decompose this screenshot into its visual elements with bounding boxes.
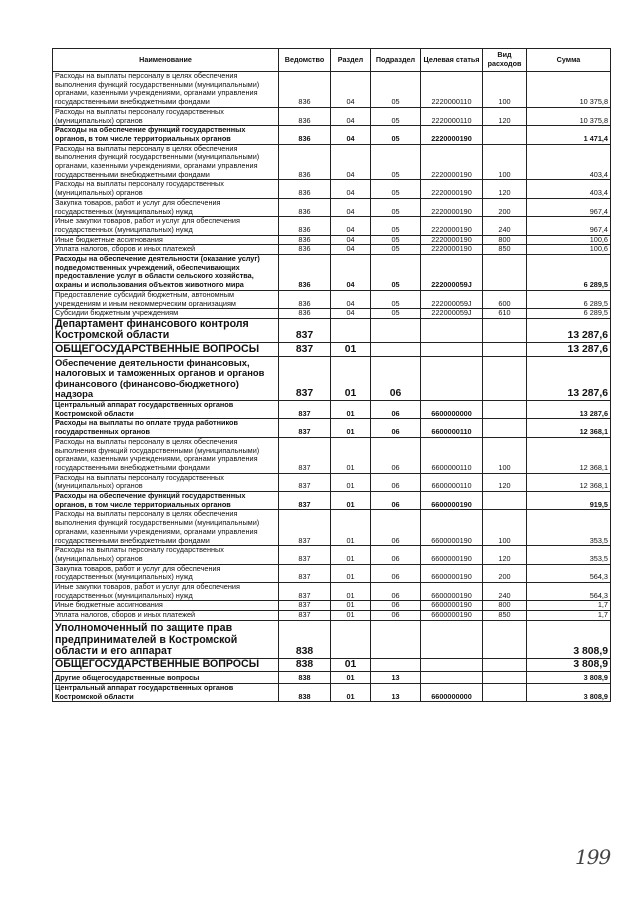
table-row: [53, 492, 611, 510]
row-department: 836: [279, 235, 331, 245]
row-subsection: 05: [371, 235, 421, 245]
row-section: 01: [331, 564, 371, 582]
row-expense-type: 800: [483, 235, 527, 245]
row-subsection: [371, 620, 421, 658]
row-section: 04: [331, 126, 371, 144]
row-amount: 100,6: [527, 235, 611, 245]
row-amount: 13 287,6: [527, 342, 611, 356]
row-name: Расходы на выплаты по оплате труда работников государственных органов: [53, 419, 279, 437]
row-subsection: 06: [371, 419, 421, 437]
table-row: [53, 419, 611, 437]
row-amount: 564,3: [527, 564, 611, 582]
row-target-article: 2220000190: [421, 126, 483, 144]
row-section: 04: [331, 290, 371, 308]
row-section: [331, 318, 371, 342]
row-expense-type: [483, 419, 527, 437]
row-amount: 12 368,1: [527, 419, 611, 437]
row-section: 01: [331, 546, 371, 564]
row-expense-type: 120: [483, 546, 527, 564]
row-expense-type: 100: [483, 437, 527, 473]
table-row: [53, 400, 611, 418]
table-row: [53, 437, 611, 473]
row-target-article: 222000059J: [421, 309, 483, 319]
row-subsection: 05: [371, 144, 421, 180]
row-expense-type: 120: [483, 180, 527, 198]
row-department: 837: [279, 318, 331, 342]
row-name: Расходы на выплаты персоналу в целях обеспечения выполнения функций государственными (муниципальными) органами, казенными учреждениями, органами управления государственными внебюджетными фондами: [53, 72, 279, 108]
table-row: [53, 546, 611, 564]
row-section: 01: [331, 492, 371, 510]
row-department: 837: [279, 342, 331, 356]
row-target-article: 2220000190: [421, 235, 483, 245]
row-name: Расходы на выплаты персоналу государственных (муниципальных) органов: [53, 180, 279, 198]
row-amount: 919,5: [527, 492, 611, 510]
row-subsection: [371, 342, 421, 356]
row-target-article: 222000059J: [421, 255, 483, 291]
row-section: 04: [331, 235, 371, 245]
row-section: 01: [331, 510, 371, 546]
row-expense-type: 200: [483, 564, 527, 582]
table-row: [53, 356, 611, 400]
row-target-article: [421, 356, 483, 400]
row-name: Расходы на выплаты персоналу в целях обеспечения выполнения функций государственными (муниципальными) органами, казенными учреждениями, органами управления государственными внебюджетными фондами: [53, 144, 279, 180]
row-section: 04: [331, 72, 371, 108]
row-name: Закупка товаров, работ и услуг для обеспечения государственных (муниципальных) нужд: [53, 198, 279, 216]
row-department: 836: [279, 144, 331, 180]
row-amount: 353,5: [527, 546, 611, 564]
row-target-article: 6600000110: [421, 473, 483, 491]
row-section: [331, 620, 371, 658]
row-name: Расходы на обеспечение деятельности (оказание услуг) подведомственных учреждений, обеспечивающих предоставление услуг в области сельского хозяйства, охраны и использования объектов животного мира: [53, 255, 279, 291]
row-section: 04: [331, 107, 371, 125]
row-name: Расходы на выплаты персоналу государственных (муниципальных) органов: [53, 473, 279, 491]
row-department: 836: [279, 217, 331, 235]
row-department: 837: [279, 437, 331, 473]
row-section: 01: [331, 356, 371, 400]
row-amount: 1,7: [527, 601, 611, 611]
row-amount: 967,4: [527, 198, 611, 216]
row-section: 04: [331, 217, 371, 235]
row-department: 837: [279, 400, 331, 418]
row-department: 837: [279, 492, 331, 510]
table-row: [53, 658, 611, 671]
table-row: [53, 198, 611, 216]
row-subsection: 06: [371, 564, 421, 582]
row-subsection: 06: [371, 611, 421, 621]
row-expense-type: 610: [483, 309, 527, 319]
row-department: 837: [279, 583, 331, 601]
row-expense-type: [483, 620, 527, 658]
row-expense-type: 120: [483, 473, 527, 491]
row-section: 04: [331, 180, 371, 198]
row-target-article: 222000059J: [421, 290, 483, 308]
row-subsection: 05: [371, 290, 421, 308]
row-subsection: 05: [371, 72, 421, 108]
row-department: 837: [279, 510, 331, 546]
row-name: Другие общегосударственные вопросы: [53, 671, 279, 683]
row-target-article: 2220000190: [421, 198, 483, 216]
row-target-article: [421, 318, 483, 342]
row-name: Иные бюджетные ассигнования: [53, 235, 279, 245]
row-section: 04: [331, 255, 371, 291]
row-department: 837: [279, 473, 331, 491]
row-expense-type: [483, 318, 527, 342]
row-expense-type: [483, 671, 527, 683]
table-row: [53, 510, 611, 546]
row-target-article: [421, 671, 483, 683]
row-target-article: [421, 342, 483, 356]
row-subsection: 06: [371, 510, 421, 546]
row-amount: 10 375,8: [527, 72, 611, 108]
row-expense-type: 100: [483, 144, 527, 180]
row-subsection: 06: [371, 601, 421, 611]
row-subsection: 05: [371, 198, 421, 216]
row-department: 837: [279, 546, 331, 564]
row-target-article: 2220000110: [421, 107, 483, 125]
row-subsection: 06: [371, 583, 421, 601]
table-row: [53, 217, 611, 235]
row-amount: 967,4: [527, 217, 611, 235]
table-row: [53, 255, 611, 291]
row-section: 01: [331, 683, 371, 701]
table-row: [53, 683, 611, 701]
row-subsection: 13: [371, 683, 421, 701]
row-department: 837: [279, 356, 331, 400]
row-expense-type: 120: [483, 107, 527, 125]
row-name: Уплата налогов, сборов и иных платежей: [53, 611, 279, 621]
row-section: 04: [331, 198, 371, 216]
row-expense-type: 850: [483, 245, 527, 255]
row-target-article: 2220000190: [421, 180, 483, 198]
row-expense-type: [483, 683, 527, 701]
row-department: 836: [279, 107, 331, 125]
row-department: 837: [279, 611, 331, 621]
row-name: Иные закупки товаров, работ и услуг для обеспечения государственных (муниципальных) нужд: [53, 583, 279, 601]
row-name: Расходы на обеспечение функций государственных органов, в том числе территориальных органов: [53, 126, 279, 144]
row-subsection: 05: [371, 309, 421, 319]
row-section: 01: [331, 601, 371, 611]
row-department: 838: [279, 658, 331, 671]
row-amount: 3 808,9: [527, 620, 611, 658]
row-target-article: 6600000190: [421, 611, 483, 621]
row-target-article: 2220000190: [421, 144, 483, 180]
table-row: [53, 583, 611, 601]
row-section: 01: [331, 658, 371, 671]
header-expense-type: Вид расходов: [483, 49, 527, 72]
budget-table: [52, 48, 611, 702]
row-department: 837: [279, 419, 331, 437]
row-department: 837: [279, 601, 331, 611]
row-subsection: 05: [371, 180, 421, 198]
table-row: [53, 620, 611, 658]
row-expense-type: [483, 126, 527, 144]
row-expense-type: [483, 342, 527, 356]
row-name: Субсидии бюджетным учреждениям: [53, 309, 279, 319]
row-section: 01: [331, 419, 371, 437]
row-target-article: 6600000000: [421, 683, 483, 701]
row-amount: 6 289,5: [527, 290, 611, 308]
table-row: [53, 144, 611, 180]
row-amount: 6 289,5: [527, 309, 611, 319]
header-target-article: Целевая статья: [421, 49, 483, 72]
row-target-article: [421, 620, 483, 658]
row-target-article: 6600000190: [421, 564, 483, 582]
row-name: Иные закупки товаров, работ и услуг для обеспечения государственных (муниципальных) нужд: [53, 217, 279, 235]
table-row: [53, 126, 611, 144]
page-number: 199: [575, 845, 611, 869]
row-expense-type: [483, 255, 527, 291]
row-subsection: 05: [371, 255, 421, 291]
row-amount: 3 808,9: [527, 671, 611, 683]
row-amount: 12 368,1: [527, 437, 611, 473]
row-name: Расходы на выплаты персоналу в целях обеспечения выполнения функций государственными (муниципальными) органами, казенными учреждениями, органами управления государственными внебюджетными фондами: [53, 510, 279, 546]
row-subsection: 05: [371, 245, 421, 255]
row-amount: 6 289,5: [527, 255, 611, 291]
row-department: 837: [279, 564, 331, 582]
row-department: 836: [279, 126, 331, 144]
row-name: Закупка товаров, работ и услуг для обеспечения государственных (муниципальных) нужд: [53, 564, 279, 582]
header-subsection: Подраздел: [371, 49, 421, 72]
row-subsection: 06: [371, 546, 421, 564]
row-expense-type: [483, 400, 527, 418]
row-amount: 12 368,1: [527, 473, 611, 491]
row-target-article: 2220000110: [421, 72, 483, 108]
row-subsection: 06: [371, 400, 421, 418]
row-subsection: 05: [371, 217, 421, 235]
row-section: 01: [331, 473, 371, 491]
row-department: 838: [279, 620, 331, 658]
table-row: [53, 180, 611, 198]
row-amount: 13 287,6: [527, 356, 611, 400]
row-section: 01: [331, 671, 371, 683]
row-expense-type: [483, 492, 527, 510]
row-expense-type: 100: [483, 510, 527, 546]
row-amount: 3 808,9: [527, 658, 611, 671]
header-section: Раздел: [331, 49, 371, 72]
row-expense-type: 850: [483, 611, 527, 621]
row-name: Иные бюджетные ассигнования: [53, 601, 279, 611]
row-department: 836: [279, 255, 331, 291]
table-row: [53, 290, 611, 308]
row-amount: 100,6: [527, 245, 611, 255]
table-row: [53, 671, 611, 683]
row-amount: 3 808,9: [527, 683, 611, 701]
row-target-article: [421, 658, 483, 671]
row-department: 836: [279, 309, 331, 319]
row-expense-type: 240: [483, 217, 527, 235]
row-subsection: 06: [371, 437, 421, 473]
row-target-article: 6600000190: [421, 510, 483, 546]
row-target-article: 2220000190: [421, 217, 483, 235]
row-expense-type: 800: [483, 601, 527, 611]
row-department: 836: [279, 180, 331, 198]
table-row: [53, 318, 611, 342]
row-name: Центральный аппарат государственных органов Костромской области: [53, 683, 279, 701]
row-subsection: 13: [371, 671, 421, 683]
row-section: 04: [331, 245, 371, 255]
row-name: ОБЩЕГОСУДАРСТВЕННЫЕ ВОПРОСЫ: [53, 342, 279, 356]
table-row: [53, 473, 611, 491]
row-amount: 13 287,6: [527, 400, 611, 418]
row-target-article: 6600000190: [421, 601, 483, 611]
header-department: Ведомство: [279, 49, 331, 72]
row-name: Расходы на выплаты персоналу государственных (муниципальных) органов: [53, 546, 279, 564]
row-name: Уполномоченный по защите прав предпринимателей в Костромской области и его аппарат: [53, 620, 279, 658]
row-expense-type: [483, 356, 527, 400]
row-subsection: 06: [371, 473, 421, 491]
row-department: 838: [279, 671, 331, 683]
header-amount: Сумма: [527, 49, 611, 72]
row-subsection: 05: [371, 126, 421, 144]
row-name: Уплата налогов, сборов и иных платежей: [53, 245, 279, 255]
row-section: 01: [331, 342, 371, 356]
row-department: 836: [279, 290, 331, 308]
row-name: Центральный аппарат государственных органов Костромской области: [53, 400, 279, 418]
row-expense-type: 600: [483, 290, 527, 308]
table-row: [53, 107, 611, 125]
row-name: Обеспечение деятельности финансовых, налоговых и таможенных органов и органов финансового (финансово-бюджетного) надзора: [53, 356, 279, 400]
row-name: ОБЩЕГОСУДАРСТВЕННЫЕ ВОПРОСЫ: [53, 658, 279, 671]
row-subsection: 06: [371, 492, 421, 510]
row-target-article: 6600000110: [421, 419, 483, 437]
row-amount: 10 375,8: [527, 107, 611, 125]
row-section: 04: [331, 309, 371, 319]
row-target-article: 6600000190: [421, 492, 483, 510]
row-name: Расходы на выплаты персоналу в целях обеспечения выполнения функций государственными (муниципальными) органами, казенными учреждениями, органами управления государственными внебюджетными фондами: [53, 437, 279, 473]
row-amount: 403,4: [527, 144, 611, 180]
row-amount: 1 471,4: [527, 126, 611, 144]
row-section: 01: [331, 611, 371, 621]
row-section: 01: [331, 583, 371, 601]
table-header-row: [53, 49, 611, 72]
row-department: 836: [279, 245, 331, 255]
row-expense-type: 100: [483, 72, 527, 108]
row-name: Расходы на выплаты персоналу государственных (муниципальных) органов: [53, 107, 279, 125]
row-amount: 1,7: [527, 611, 611, 621]
table-row: [53, 564, 611, 582]
header-name: Наименование: [53, 49, 279, 72]
row-department: 836: [279, 198, 331, 216]
row-subsection: [371, 658, 421, 671]
row-name: Расходы на обеспечение функций государственных органов, в том числе территориальных органов: [53, 492, 279, 510]
row-section: 01: [331, 400, 371, 418]
row-amount: 403,4: [527, 180, 611, 198]
row-expense-type: 240: [483, 583, 527, 601]
row-target-article: 6600000190: [421, 546, 483, 564]
table-row: [53, 342, 611, 356]
row-name: Предоставление субсидий бюджетным, автономным учреждениям и иным некоммерческим организациям: [53, 290, 279, 308]
row-target-article: 6600000000: [421, 400, 483, 418]
row-target-article: 2220000190: [421, 245, 483, 255]
row-amount: 353,5: [527, 510, 611, 546]
row-amount: 13 287,6: [527, 318, 611, 342]
row-name: Департамент финансового контроля Костромской области: [53, 318, 279, 342]
row-expense-type: [483, 658, 527, 671]
table-row: [53, 72, 611, 108]
row-expense-type: 200: [483, 198, 527, 216]
row-subsection: [371, 318, 421, 342]
table-row: [53, 611, 611, 621]
row-target-article: 6600000190: [421, 583, 483, 601]
row-subsection: 05: [371, 107, 421, 125]
row-department: 836: [279, 72, 331, 108]
row-section: 01: [331, 437, 371, 473]
row-amount: 564,3: [527, 583, 611, 601]
row-target-article: 6600000110: [421, 437, 483, 473]
row-section: 04: [331, 144, 371, 180]
row-department: 838: [279, 683, 331, 701]
row-subsection: 06: [371, 356, 421, 400]
